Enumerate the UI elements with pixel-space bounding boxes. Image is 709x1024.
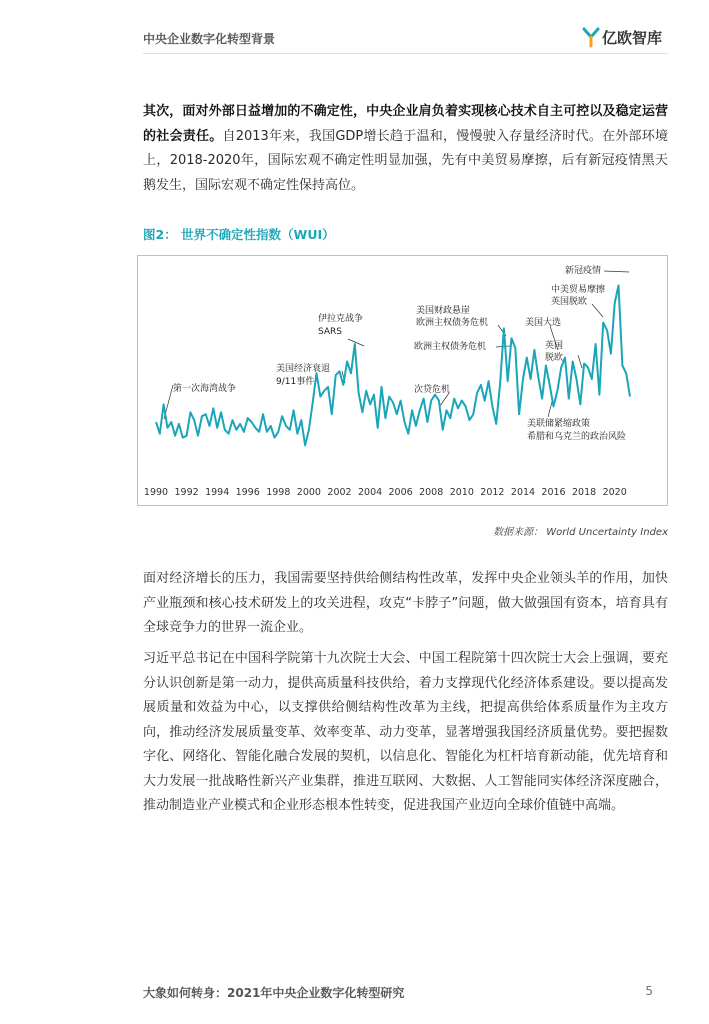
x-tick-label: 1996 (235, 487, 260, 498)
annotation-covid: 新冠疫情 (565, 266, 602, 276)
pointer-brexit (578, 355, 582, 368)
annotation-recession-2: 9/11事件 (276, 377, 315, 387)
annotation-subprime: 次贷危机 (414, 385, 451, 395)
wui-chart-svg (138, 256, 669, 507)
wui-chart (137, 255, 668, 506)
annotation-trade-2: 英国脱欧 (551, 297, 588, 307)
intro-paragraph (143, 100, 668, 198)
pointer-fed (548, 402, 552, 417)
page-number: 5 (645, 984, 653, 998)
annotation-election: 美国大选 (525, 318, 562, 328)
x-tick-label: 1994 (205, 487, 230, 498)
x-tick-label: 2008 (419, 487, 444, 498)
pointer-trade (592, 304, 603, 317)
figure-caption: 图2： 世界不确定性指数（WUI） (143, 227, 335, 242)
annotation-recession-1: 美国经济衰退 (276, 364, 331, 374)
x-tick-label: 2000 (296, 487, 321, 498)
annotation-euro-debt: 欧洲主权债务危机 (414, 342, 487, 352)
header-title: 中央企业数字化转型背景 (143, 32, 276, 46)
x-tick-label: 2020 (602, 487, 627, 498)
chart-annotations (173, 264, 626, 442)
x-axis-ticks (144, 487, 627, 498)
annotation-fed-1: 美联储紧缩政策 (527, 419, 591, 429)
x-tick-label: 1990 (143, 487, 169, 498)
annotation-iraq-1: 伊拉克战争 (318, 314, 364, 324)
annotation-brexit-1: 英国 (545, 341, 564, 351)
footer-title: 大象如何转身：2021年中央企业数字化转型研究 (143, 986, 405, 1000)
x-tick-label: 2010 (449, 487, 474, 498)
logo (582, 26, 662, 48)
x-tick-label: 2004 (358, 487, 383, 498)
pointer-covid (604, 271, 629, 272)
body-paragraph-1: 面对经济增长的压力，我国需要坚持供给侧结构性改革，发挥中央企业领头羊的作用，加快产业瓶颈和核心技术研发上的攻关进程，攻克“卡脖子”问题，做大做强国有资本，培育具有全球竞争力的世界一流企业。 (143, 571, 668, 635)
x-tick-label: 1992 (174, 487, 199, 498)
x-tick-label: 2002 (327, 487, 352, 498)
x-tick-label: 2006 (388, 487, 413, 498)
logo-icon (582, 26, 600, 48)
pointer-iraq (348, 339, 364, 346)
annotation-brexit-2: 脱欧 (545, 353, 564, 363)
annotation-fed-2: 希腊和乌克兰的政治风险 (527, 432, 627, 442)
logo-text: 亿欧智库 (602, 28, 663, 47)
body-paragraph-2: 习近平总书记在中国科学院第十九次院士大会、中国工程院第十四次院士大会上强调，要充分认识创新是第一动力，提供高质量科技供给，着力支撑现代化经济体系建设。要以提高发展质量和效益为中心，以支撑供给侧结构性改革为主线，把提高供给体系质量作为主攻方向，推动经济发展质量变革、效率变革、动力变革，显著增强我国经济质量优势。要把握数字化、网络化、智能化融合发展的契机，以信息化、智能化为杠杆培育新动能，优先培育和大力发展一批战略性新兴产业集群，推进互联网、大数据、人工智能同实体经济深度融合，推动制造业产业模式和企业形态根本性转变，促进我国产业迈向全球价值链中高端。 (143, 651, 668, 813)
x-tick-label: 2012 (480, 487, 505, 498)
annotation-fiscal-2: 欧洲主权债务危机 (416, 318, 489, 328)
data-source: 数据来源： World Uncertainty Index (493, 527, 668, 538)
x-tick-label: 1998 (266, 487, 291, 498)
intro-bold-text: 其次，面对外部日益增加的不确定性，中央企业肩负着实现核心技术自主可控以及稳定运营的社会责任。 (143, 104, 668, 144)
x-tick-label: 2014 (510, 487, 536, 498)
header-divider (143, 53, 668, 54)
x-tick-label: 2016 (541, 487, 566, 498)
annotation-trade-1: 中美贸易摩擦 (551, 285, 606, 295)
annotation-gulf-war: 第一次海湾战争 (173, 384, 237, 394)
x-tick-label: 2018 (572, 487, 597, 498)
annotation-fiscal-1: 美国财政悬崖 (416, 306, 471, 316)
intro-text: 自2013年来，我国GDP增长趋于温和，慢慢驶入存量经济时代。在外部环境上，2018-2020年，国际宏观不确定性明显加强，先有中美贸易摩擦，后有新冠疫情黑天鹅发生，国际宏观不确定性保持高位。 (143, 128, 668, 193)
annotation-iraq-2: SARS (318, 327, 343, 337)
